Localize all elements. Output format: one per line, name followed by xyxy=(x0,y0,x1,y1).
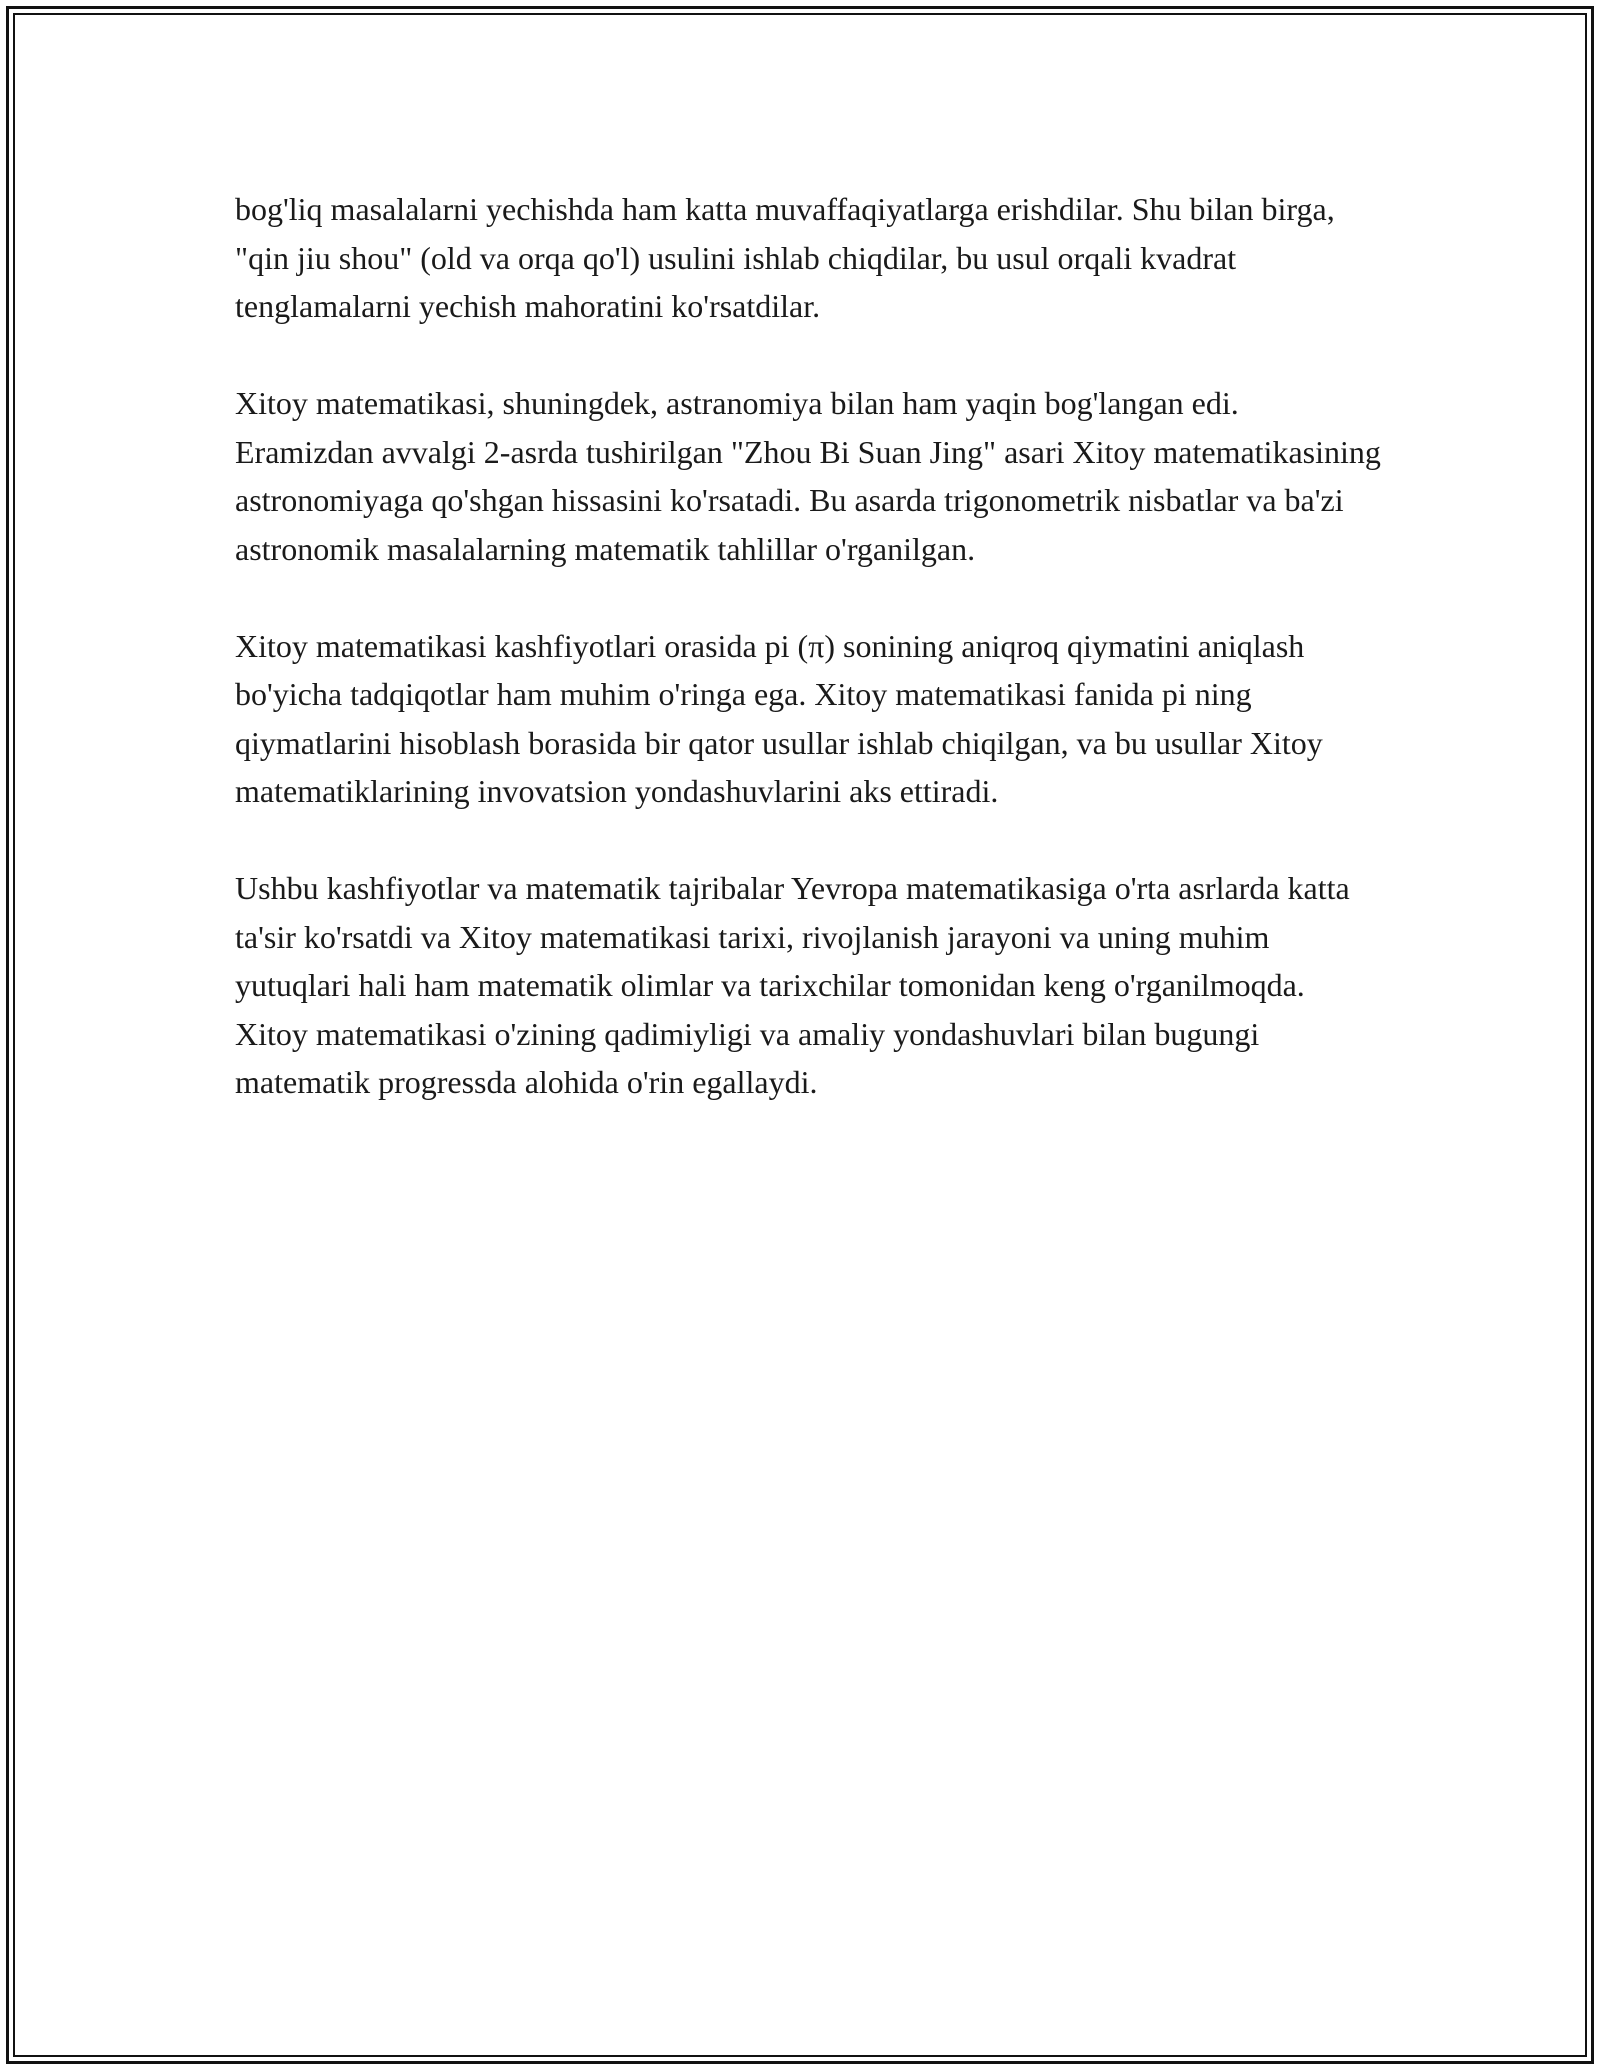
paragraph-1: bog'liq masalalarni yechishda ham katta muvaffaqiyatlarga erishdilar. Shu bilan birga, "qin jiu shou" (old va orqa qo'l) usulini ishlab chiqdilar, bu usul orqali kvadrat tenglamalarni yechish mahoratini ko'rsatdilar. xyxy=(235,191,1335,324)
document-body xyxy=(235,185,1385,1107)
paragraph-3: Xitoy matematikasi kashfiyotlari orasida pi (π) sonining aniqroq qiymatini aniqlash bo'yicha tadqiqotlar ham muhim o'ringa ega. Xitoy matematikasi fanida pi ning qiymatlarini hisoblash borasida bir qator usullar ishlab chiqilgan, va bu usullar Xitoy matematiklarining invovatsion yondashuvlarini aks ettiradi. xyxy=(235,627,1323,809)
paragraph-4: Ushbu kashfiyotlar va matematik tajribalar Yevropa matematikasiga o'rta asrlarda katta ta'sir ko'rsatdi va Xitoy matematikasi tarixi, rivojlanish jarayoni va uning muhim yutuqlari hali ham matematik olimlar va tarixchilar tomonidan keng o'rganilmoqda. Xitoy matematikasi o'zining qadimiyligi va amaliy yondashuvlari bilan bugungi matematik progressda alohida o'rin egallaydi. xyxy=(235,870,1350,1100)
paragraph-2: Xitoy matematikasi, shuningdek, astranomiya bilan ham yaqin bog'langan edi. Eramizdan avvalgi 2-asrda tushirilgan "Zhou Bi Suan Jing" asari Xitoy matematikasining astronomiyaga qo'shgan hissasini ko'rsatadi. Bu asarda trigonometrik nisbatlar va ba'zi astronomik masalalarning matematik tahlillar o'rganilgan. xyxy=(235,385,1381,567)
